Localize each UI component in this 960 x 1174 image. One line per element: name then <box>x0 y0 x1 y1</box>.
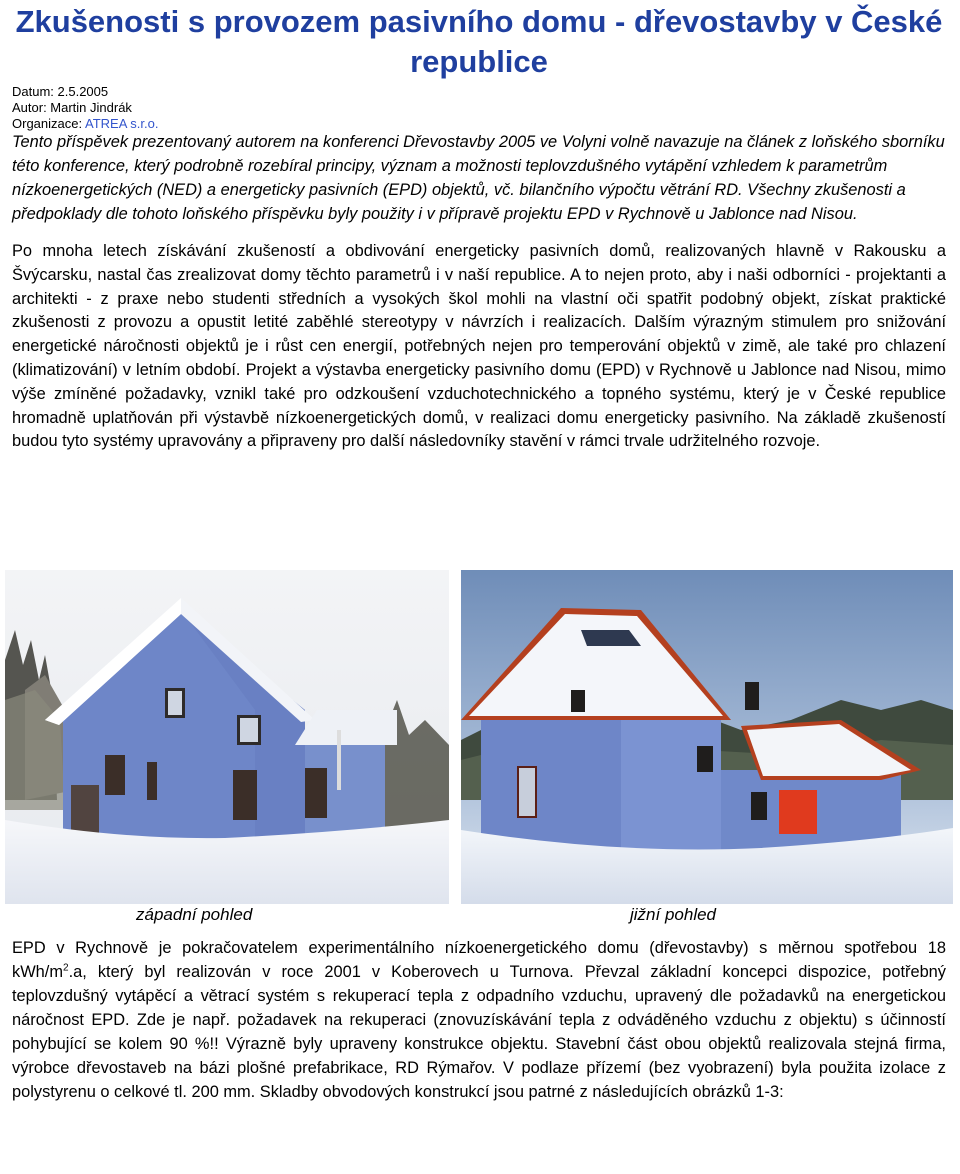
west-view-caption: západní pohled <box>136 905 253 924</box>
author-line: Autor: Martin Jindrák <box>12 100 132 115</box>
description-paragraph <box>12 936 946 1104</box>
superscript-exponent: 2 <box>63 962 69 974</box>
date-line: Datum: 2.5.2005 <box>12 84 109 99</box>
page-title: Zkušenosti s provozem pasivního domu - dřevostavby v České republice <box>15 4 943 79</box>
organization-link[interactable]: ATREA s.r.o. <box>85 116 159 131</box>
abstract-paragraph: Tento příspěvek prezentovaný autorem na konferenci Dřevostavby 2005 ve Volyni volně navazuje na článek z loňského sborníku této konference, který podrobně rozebíral principy, význam a možnosti teplovzdušného vytápění vzhledem k parametrům nízkoenergetických (NED) a energeticky pasivních (EPD) objektů, vč. bilančního výpočtu větrání RD. Všechny zkušenosti a předpoklady dle tohoto loňského příspěvku byly použity i v přípravě projektu EPD v Rychnově u Jablonce nad Nisou. <box>12 133 945 223</box>
organization-label: Organizace: <box>12 116 85 131</box>
description-section <box>12 936 946 1104</box>
west-view-photo <box>5 570 449 904</box>
south-view-photo <box>461 570 953 904</box>
description-text-part1: EPD v Rychnově je pokračovatelem experimentálního nízkoenergetického domu (dřevostavby) s měrnou spotřebou 18 kWh/m <box>12 939 946 981</box>
description-text-part2: .a, který byl realizován v roce 2001 v Koberovech u Turnova. Převzal základní koncepci dispozice, potřebný teplovzdušný vytápěcí a větrací systém s rekuperací tepla z odpadního vzduchu, upravený dle požadavků na energetickou náročnost EPD. Zde je např. požadavek na rekuperaci (znovuzískávání tepla z odváděného vzduchu z objektu) s účinností pohybující se kolem 90 %!! Výrazně byly upraveny konstrukce objektu. Stavební část obou objektů realizovala stejná firma, výrobce dřevostaveb na bázi plošné prefabrikace, RD Rýmařov. V podlaze přízemí (bez vyobrazení) byla použita izolace z polystyrenu o celkové tl. 200 mm. Skladby obvodových konstrukcí jsou patrné z následujících obrázků 1-3: <box>12 963 946 1101</box>
document-page <box>12 0 946 454</box>
south-view-caption: jižní pohled <box>630 905 717 924</box>
photo-row <box>5 570 953 904</box>
intro-paragraph: Po mnoha letech získávání zkušeností a obdivování energeticky pasivních domů, realizovaných hlavně v Rakousku a Švýcarsku, nastal čas zrealizovat domy těchto parametrů i v naší republice. A to nejen proto, aby i naši odborníci - projektanti a architekti - z praxe nebo studenti středních a vysokých škol mohli na vlastní oči spatřit podobný objekt, získat praktické zkušenosti z provozu a opustit letité zaběhlé stereotypy v návrzích i realizacích. Dalším výrazným stimulem pro snižování energetické náročnosti objektů je i růst cen energií, potřebných nejen pro temperování objektů v zimě, ale také pro chlazení (klimatizování) v letním období. Projekt a výstavba energeticky pasivního domu (EPD) v Rychnově u Jablonce nad Nisou, mimo výše zmíněné požadavky, vznikl také pro odzkoušení vzduchotechnického a topného systému, který je v České republice hromadně uplatňován při výstavbě nízkoenergetických domů, v realizaci domu energeticky pasivního. Na základě zkušeností budou tyto systémy upravovány a připraveny pro další následovníky stavění v rámci trvale udržitelného rozvoje. <box>12 242 946 451</box>
document-meta <box>12 84 946 132</box>
